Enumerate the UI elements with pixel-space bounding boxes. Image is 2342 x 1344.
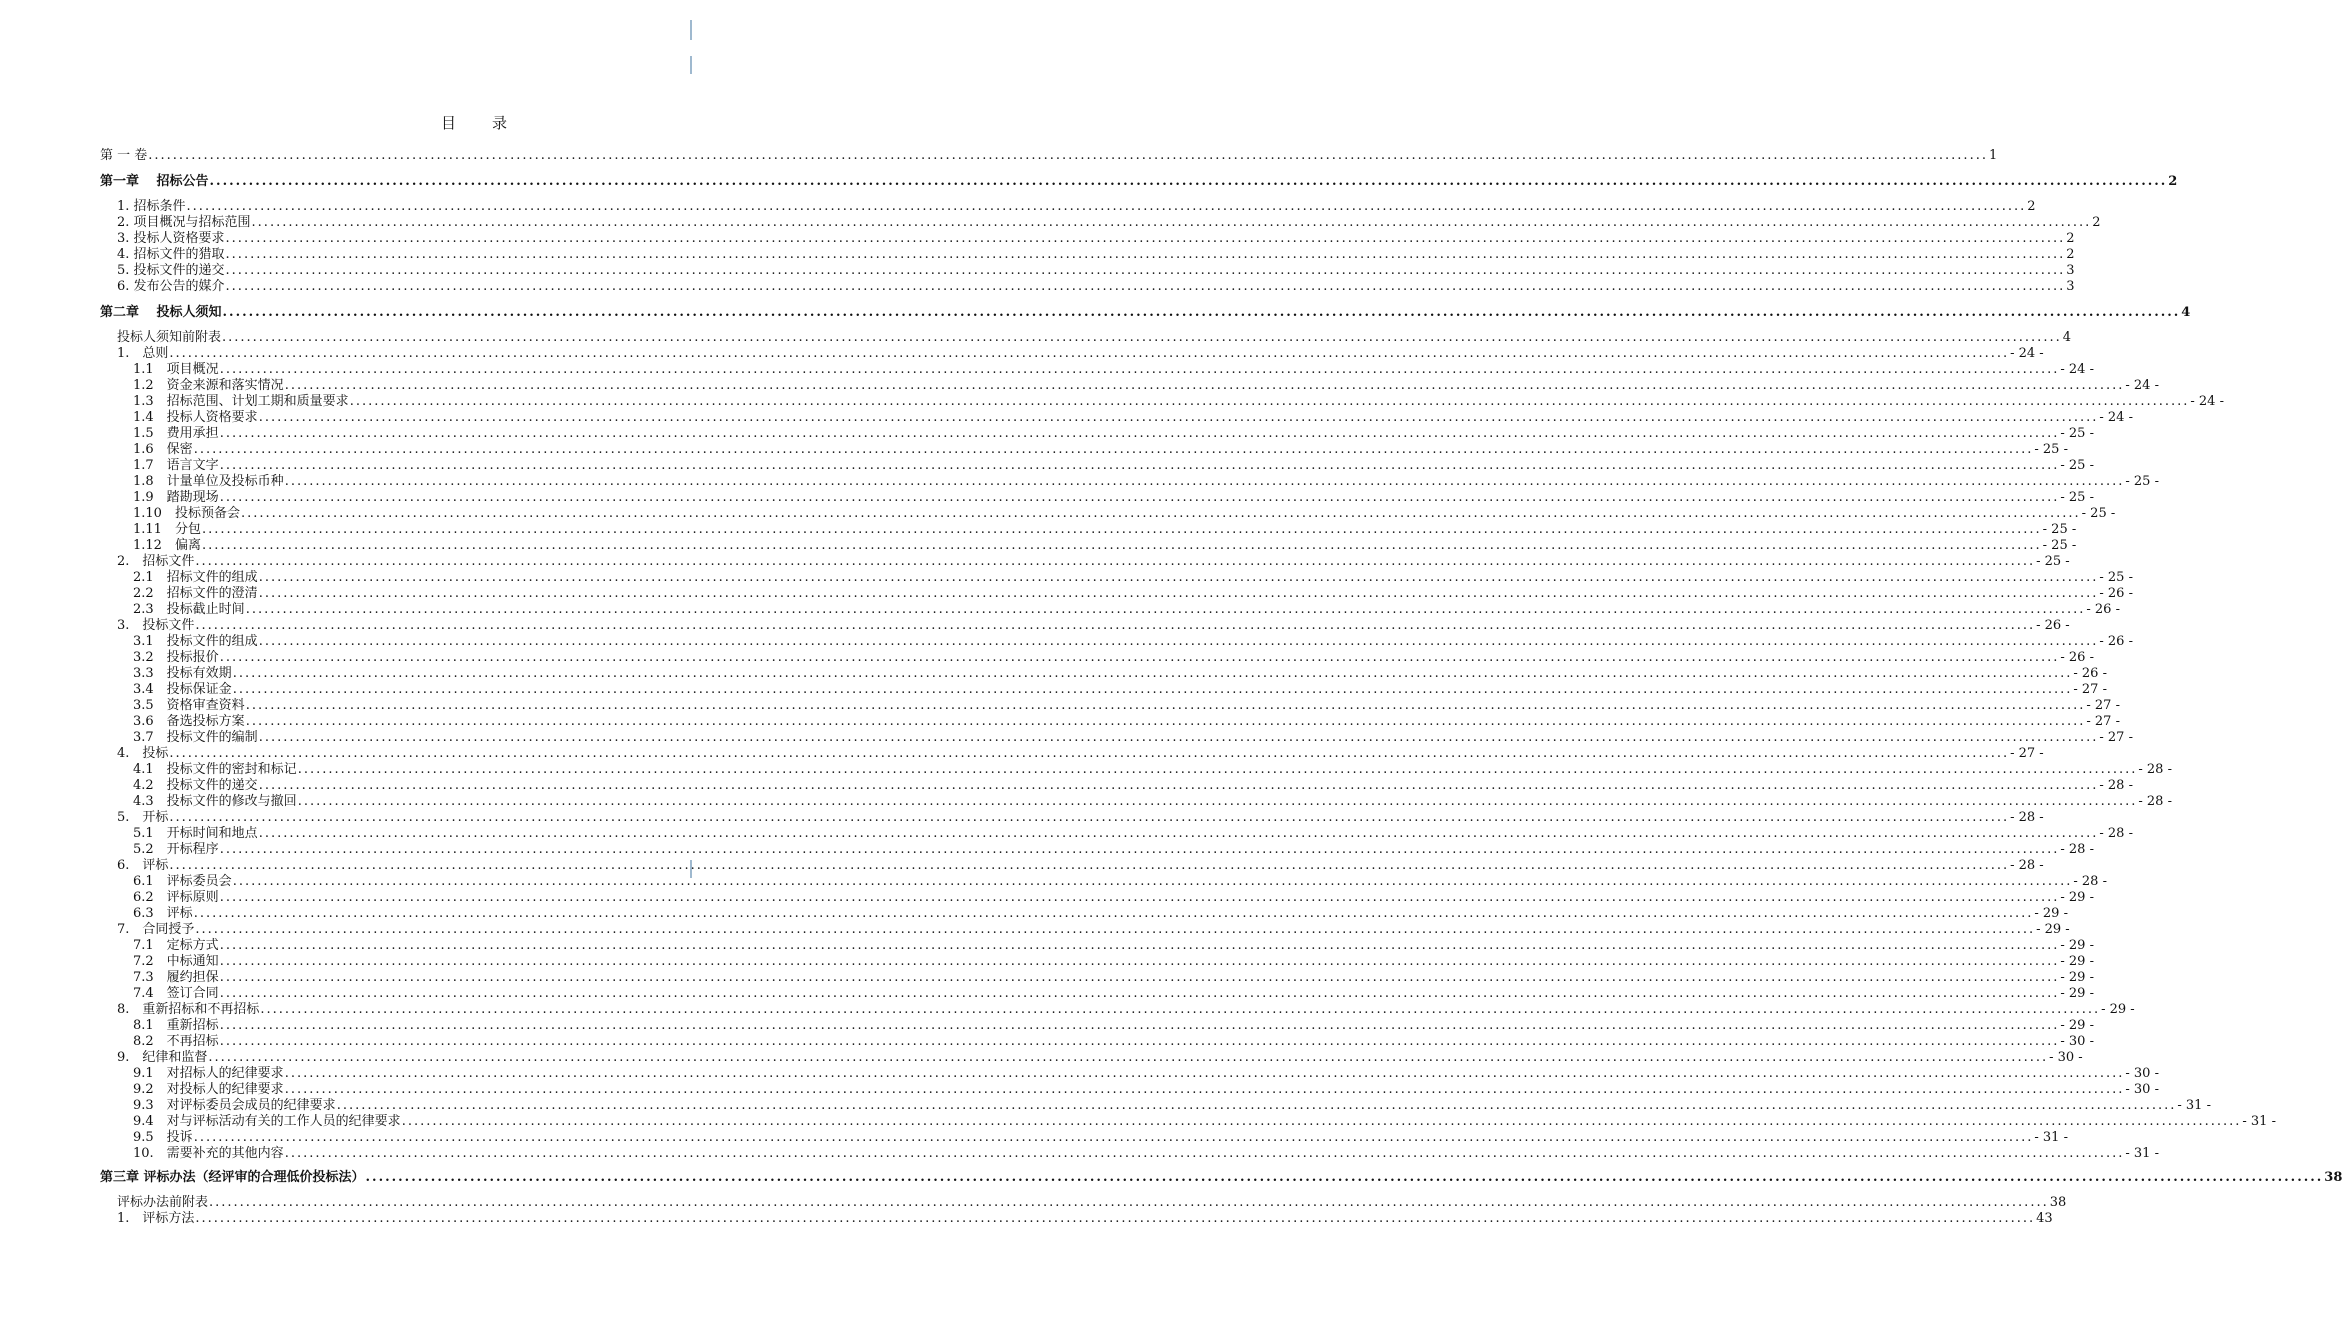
toc-entry[interactable] (117, 858, 2044, 874)
toc-entry-label: 9.4 对与评标活动有关的工作人员的纪律要求 (133, 1114, 401, 1129)
toc-leader-dots: ............................................................................................................................................................................................................................................................................................................ (195, 922, 2036, 937)
cursor-marker-top-2 (690, 56, 692, 74)
toc-entry-page: - 25 - (2042, 538, 2077, 553)
toc-entry-label: 1.9 踏勘现场 (133, 490, 219, 505)
toc-entry-label: 1.11 分包 (133, 522, 201, 537)
toc-entry-label: 评标办法前附表 (117, 1195, 209, 1210)
toc-leader-dots: ............................................................................................................................................................................................................................................................................................................ (245, 714, 2086, 729)
toc-entry-page: - 25 - (2125, 474, 2159, 489)
toc-leader-dots: ............................................................................................................................................................................................................................................................................................................ (225, 247, 2066, 262)
toc-entry-page: - 25 - (2060, 426, 2094, 441)
toc-entry-label: 1. 总则 (117, 346, 169, 361)
toc-entry-label: 6. 发布公告的媒介 (117, 279, 225, 294)
toc-entry-page: - 29 - (2060, 890, 2094, 905)
toc-leader-dots: ............................................................................................................................................................................................................................................................................................................ (258, 730, 2099, 745)
toc-entry-page: - 29 - (2036, 922, 2070, 937)
toc-entry[interactable] (117, 746, 2044, 762)
toc-leader-dots: ............................................................................................................................................................................................................................................................................................................ (209, 1195, 2049, 1210)
toc-leader-dots: ............................................................................................................................................................................................................................................................................................................ (297, 762, 2138, 777)
toc-entry-page: 3 (2066, 279, 2075, 294)
toc-entry[interactable] (133, 826, 2133, 842)
toc-entry[interactable] (133, 602, 2120, 618)
toc-entry-page: - 28 - (2010, 810, 2044, 825)
toc-entry[interactable] (133, 458, 2094, 474)
toc-leader-dots: ............................................................................................................................................................................................................................................................................................................ (222, 330, 2062, 345)
toc-entry[interactable] (117, 215, 2101, 231)
toc-entry-page: - 27 - (2010, 746, 2044, 761)
toc-leader-dots: ............................................................................................................................................................................................................................................................................................................ (401, 1114, 2242, 1129)
toc-leader-dots: ............................................................................................................................................................................................................................................................................................................ (219, 362, 2060, 377)
toc-leader-dots: ............................................................................................................................................................................................................................................................................................................ (258, 410, 2099, 425)
toc-entry-label: 第二章 投标人须知 (100, 305, 222, 320)
toc-entry[interactable] (133, 634, 2133, 650)
toc-entry-label: 8. 重新招标和不再招标 (117, 1002, 260, 1017)
toc-entry-page: 38 (2324, 1170, 2342, 1185)
toc-entry[interactable] (133, 1146, 2159, 1162)
toc-entry[interactable] (100, 305, 2191, 321)
toc-entry[interactable] (117, 263, 2075, 279)
toc-entry-page: - 29 - (2101, 1002, 2135, 1017)
toc-entry-label: 4. 投标 (117, 746, 169, 761)
toc-entry-label: 5. 投标文件的递交 (117, 263, 225, 278)
toc-entry-page: - 25 - (2042, 522, 2077, 537)
toc-entry-page: 38 (2049, 1195, 2067, 1210)
toc-entry-page: 3 (2066, 263, 2075, 278)
toc-entry-page: 2 (2168, 174, 2178, 189)
toc-entry-label: 2.1 招标文件的组成 (133, 570, 258, 585)
toc-entry[interactable] (133, 378, 2159, 394)
toc-leader-dots: ............................................................................................................................................................................................................................................................................................................ (245, 698, 2086, 713)
toc-entry-label: 3. 投标人资格要求 (117, 231, 225, 246)
toc-leader-dots: ............................................................................................................................................................................................................................................................................................................ (245, 602, 2086, 617)
toc-leader-dots: ............................................................................................................................................................................................................................................................................................................ (251, 215, 2092, 230)
toc-entry-page: 4 (2062, 330, 2071, 345)
toc-entry[interactable] (117, 279, 2075, 295)
toc-entry[interactable] (133, 490, 2094, 506)
toc-entry-label: 2. 项目概况与招标范围 (117, 215, 251, 230)
toc-entry-page: - 29 - (2060, 986, 2094, 1001)
toc-entry-label: 3.5 资格审查资料 (133, 698, 245, 713)
toc-entry-page: 43 (2036, 1211, 2053, 1226)
toc-entry-label: 第三章 评标办法（经评审的合理低价投标法） (100, 1170, 365, 1185)
toc-leader-dots: ............................................................................................................................................................................................................................................................................................................ (169, 746, 2010, 761)
toc-entry[interactable] (133, 1130, 2068, 1146)
page-title: 目 录 (440, 114, 509, 132)
toc-entry-label: 3.1 投标文件的组成 (133, 634, 258, 649)
toc-entry-page: - 28 - (2138, 794, 2172, 809)
toc-entry-page: - 29 - (2060, 970, 2094, 985)
toc-entry[interactable] (133, 1066, 2159, 1082)
toc-entry[interactable] (133, 682, 2107, 698)
toc-entry-label: 1.1 项目概况 (133, 362, 219, 377)
toc-entry-label: 4.1 投标文件的密封和标记 (133, 762, 297, 777)
toc-leader-dots: ............................................................................................................................................................................................................................................................................................................ (225, 231, 2066, 246)
toc-leader-dots: ............................................................................................................................................................................................................................................................................................................ (232, 874, 2073, 889)
toc-leader-dots: ............................................................................................................................................................................................................................................................................................................ (219, 458, 2060, 473)
toc-leader-dots: ............................................................................................................................................................................................................................................................................................................ (208, 1050, 2049, 1065)
toc-entry[interactable] (100, 174, 2178, 190)
toc-leader-dots: ............................................................................................................................................................................................................................................................................................................ (219, 954, 2060, 969)
toc-entry-label: 2. 招标文件 (117, 554, 195, 569)
toc-entry-page: - 27 - (2086, 714, 2120, 729)
toc-entry-label: 9.2 对投标人的纪律要求 (133, 1082, 284, 1097)
toc-entry[interactable] (117, 1195, 2067, 1211)
toc-entry-page: - 25 - (2099, 570, 2133, 585)
toc-leader-dots: ............................................................................................................................................................................................................................................................................................................ (365, 1170, 2324, 1185)
toc-entry-page: - 25 - (2060, 490, 2094, 505)
toc-entry[interactable] (133, 506, 2116, 522)
toc-leader-dots: ............................................................................................................................................................................................................................................................................................................ (258, 826, 2099, 841)
toc-entry-label: 3.3 投标有效期 (133, 666, 232, 681)
toc-entry[interactable] (133, 394, 2224, 410)
toc-entry-page: - 25 - (2036, 554, 2070, 569)
toc-leader-dots: ............................................................................................................................................................................................................................................................................................................ (284, 1066, 2125, 1081)
toc-leader-dots: ............................................................................................................................................................................................................................................................................................................ (284, 474, 2125, 489)
toc-entry[interactable] (117, 1211, 2053, 1227)
toc-entry-page: - 24 - (2060, 362, 2094, 377)
toc-entry-label: 5.2 开标程序 (133, 842, 219, 857)
toc-entry[interactable] (133, 1082, 2159, 1098)
toc-entry[interactable] (133, 842, 2094, 858)
toc-leader-dots: ............................................................................................................................................................................................................................................................................................................ (209, 174, 2168, 189)
toc-entry-page: - 29 - (2060, 1018, 2094, 1033)
toc-entry[interactable] (133, 1018, 2094, 1034)
toc-entry-label: 1.8 计量单位及投标币种 (133, 474, 284, 489)
toc-leader-dots: ............................................................................................................................................................................................................................................................................................................ (219, 490, 2060, 505)
toc-entry-label: 4. 招标文件的猎取 (117, 247, 225, 262)
toc-entry[interactable] (133, 442, 2068, 458)
toc-entry-label: 1. 评标方法 (117, 1211, 195, 1226)
toc-leader-dots: ............................................................................................................................................................................................................................................................................................................ (186, 199, 2027, 214)
toc-entry[interactable] (117, 247, 2075, 263)
toc-entry-page: - 30 - (2049, 1050, 2083, 1065)
toc-entry-label: 6.3 评标 (133, 906, 193, 921)
toc-entry[interactable] (133, 1034, 2094, 1050)
toc-entry-label: 6.2 评标原则 (133, 890, 219, 905)
toc-entry-label: 1.4 投标人资格要求 (133, 410, 258, 425)
toc-entry-page: - 26 - (2036, 618, 2070, 633)
toc-leader-dots: ............................................................................................................................................................................................................................................................................................................ (258, 778, 2099, 793)
toc-entry[interactable] (117, 618, 2070, 634)
toc-leader-dots: ............................................................................................................................................................................................................................................................................................................ (219, 970, 2060, 985)
toc-entry-page: - 25 - (2060, 458, 2094, 473)
toc-leader-dots: ............................................................................................................................................................................................................................................................................................................ (260, 1002, 2101, 1017)
toc-entry[interactable] (133, 698, 2120, 714)
toc-entry-page: - 26 - (2060, 650, 2094, 665)
toc-leader-dots: ............................................................................................................................................................................................................................................................................................................ (193, 442, 2034, 457)
toc-entry-page: - 25 - (2034, 442, 2068, 457)
toc-entry[interactable] (133, 538, 2077, 554)
toc-entry-page: - 31 - (2242, 1114, 2276, 1129)
toc-entry-page: 1 (1988, 148, 1998, 163)
toc-entry[interactable] (133, 986, 2094, 1002)
toc-entry[interactable] (133, 906, 2068, 922)
toc-entry-label: 3.6 备选投标方案 (133, 714, 245, 729)
toc-entry[interactable] (133, 666, 2107, 682)
toc-entry[interactable] (133, 730, 2133, 746)
toc-entry-page: 2 (2066, 231, 2075, 246)
toc-leader-dots: ............................................................................................................................................................................................................................................................................................................ (195, 618, 2036, 633)
toc-entry-page: - 31 - (2125, 1146, 2159, 1161)
toc-leader-dots: ............................................................................................................................................................................................................................................................................................................ (195, 554, 2036, 569)
toc-entry-page: 2 (2066, 247, 2075, 262)
toc-entry-label: 第一章 招标公告 (100, 174, 209, 189)
toc-entry-page: - 28 - (2138, 762, 2172, 777)
toc-entry-page: - 26 - (2099, 586, 2133, 601)
toc-leader-dots: ............................................................................................................................................................................................................................................................................................................ (284, 1146, 2125, 1161)
toc-entry[interactable] (117, 231, 2075, 247)
toc-leader-dots: ............................................................................................................................................................................................................................................................................................................ (240, 506, 2081, 521)
toc-entry-page: - 24 - (2099, 410, 2133, 425)
toc-entry-page: - 29 - (2060, 938, 2094, 953)
toc-entry[interactable] (133, 570, 2133, 586)
toc-entry-label: 8.2 不再招标 (133, 1034, 219, 1049)
toc-entry[interactable] (100, 148, 1998, 164)
toc-entry-page: - 28 - (2099, 778, 2133, 793)
toc-entry-label: 6.1 评标委员会 (133, 874, 232, 889)
toc-entry-label: 7.2 中标通知 (133, 954, 219, 969)
toc-entry-label: 1.2 资金来源和落实情况 (133, 378, 284, 393)
toc-leader-dots: ............................................................................................................................................................................................................................................................................................................ (258, 634, 2099, 649)
toc-entry-label: 7.3 履约担保 (133, 970, 219, 985)
cursor-marker-top (690, 20, 692, 40)
toc-leader-dots: ............................................................................................................................................................................................................................................................................................................ (349, 394, 2190, 409)
toc-entry-label: 5. 开标 (117, 810, 169, 825)
toc-entry-label: 3.4 投标保证金 (133, 682, 232, 697)
toc-leader-dots: ............................................................................................................................................................................................................................................................................................................ (219, 1034, 2060, 1049)
toc-entry-page: - 27 - (2073, 682, 2107, 697)
toc-entry-label: 1.3 招标范围、计划工期和质量要求 (133, 394, 349, 409)
toc-entry-label: 10. 需要补充的其他内容 (133, 1146, 284, 1161)
toc-entry-label: 7.4 签订合同 (133, 986, 219, 1001)
toc-leader-dots: ............................................................................................................................................................................................................................................................................................................ (219, 426, 2060, 441)
toc-leader-dots: ............................................................................................................................................................................................................................................................................................................ (297, 794, 2138, 809)
toc-entry-page: - 26 - (2099, 634, 2133, 649)
toc-entry-label: 8.1 重新招标 (133, 1018, 219, 1033)
toc-leader-dots: ............................................................................................................................................................................................................................................................................................................ (169, 810, 2010, 825)
toc-entry-page: 4 (2181, 305, 2191, 320)
toc-entry[interactable] (133, 410, 2133, 426)
toc-entry-label: 9.3 对评标委员会成员的纪律要求 (133, 1098, 336, 1113)
toc-leader-dots: ............................................................................................................................................................................................................................................................................................................ (219, 986, 2060, 1001)
toc-entry[interactable] (133, 1098, 2211, 1114)
toc-leader-dots: ............................................................................................................................................................................................................................................................................................................ (201, 522, 2042, 537)
toc-entry[interactable] (133, 1114, 2276, 1130)
toc-entry-label: 4.2 投标文件的递交 (133, 778, 258, 793)
toc-entry-page: - 26 - (2086, 602, 2120, 617)
toc-entry-page: - 30 - (2125, 1066, 2159, 1081)
toc-entry-page: - 28 - (2073, 874, 2107, 889)
toc-leader-dots: ............................................................................................................................................................................................................................................................................................................ (148, 148, 1988, 163)
toc-leader-dots: ............................................................................................................................................................................................................................................................................................................ (232, 682, 2073, 697)
toc-entry[interactable] (117, 199, 2036, 215)
toc-entry[interactable] (133, 650, 2094, 666)
toc-entry[interactable] (133, 714, 2120, 730)
toc-entry[interactable] (133, 522, 2077, 538)
toc-leader-dots: ............................................................................................................................................................................................................................................................................................................ (336, 1098, 2177, 1113)
toc-entry[interactable] (133, 938, 2094, 954)
toc-entry-label: 2.3 投标截止时间 (133, 602, 245, 617)
toc-entry[interactable] (117, 330, 2071, 346)
toc-leader-dots: ............................................................................................................................................................................................................................................................................................................ (225, 279, 2066, 294)
toc-leader-dots: ............................................................................................................................................................................................................................................................................................................ (222, 305, 2181, 320)
toc-leader-dots: ............................................................................................................................................................................................................................................................................................................ (195, 1211, 2036, 1226)
toc-entry-label: 1.10 投标预备会 (133, 506, 240, 521)
toc-entry-label: 7. 合同授予 (117, 922, 195, 937)
toc-entry-label: 投标人须知前附表 (117, 330, 222, 345)
toc-leader-dots: ............................................................................................................................................................................................................................................................................................................ (169, 346, 2010, 361)
toc-leader-dots: ............................................................................................................................................................................................................................................................................................................ (219, 650, 2060, 665)
toc-entry-label: 9.1 对招标人的纪律要求 (133, 1066, 284, 1081)
toc-entry-label: 9. 纪律和监督 (117, 1050, 208, 1065)
toc-entry-page: - 24 - (2010, 346, 2044, 361)
toc-entry[interactable] (133, 762, 2172, 778)
toc-leader-dots: ............................................................................................................................................................................................................................................................................................................ (201, 538, 2042, 553)
toc-leader-dots: ............................................................................................................................................................................................................................................................................................................ (219, 890, 2060, 905)
toc-leader-dots: ............................................................................................................................................................................................................................................................................................................ (258, 586, 2099, 601)
toc-entry-page: - 31 - (2034, 1130, 2068, 1145)
toc-entry[interactable] (117, 810, 2044, 826)
toc-entry-label: 1.6 保密 (133, 442, 193, 457)
toc-entry[interactable] (117, 922, 2070, 938)
toc-entry-label: 5.1 开标时间和地点 (133, 826, 258, 841)
toc-entry[interactable] (133, 778, 2133, 794)
toc-leader-dots: ............................................................................................................................................................................................................................................................................................................ (219, 842, 2060, 857)
toc-entry-page: - 29 - (2060, 954, 2094, 969)
toc-entry-page: - 30 - (2060, 1034, 2094, 1049)
toc-entry[interactable] (133, 794, 2172, 810)
toc-entry-page: - 24 - (2125, 378, 2159, 393)
toc-leader-dots: ............................................................................................................................................................................................................................................................................................................ (284, 378, 2125, 393)
toc-entry-page: - 27 - (2099, 730, 2133, 745)
toc-entry-label: 3.2 投标报价 (133, 650, 219, 665)
toc-entry[interactable] (133, 426, 2094, 442)
toc-entry-page: - 31 - (2177, 1098, 2211, 1113)
toc-entry-page: - 28 - (2099, 826, 2133, 841)
toc-entry-label: 3. 投标文件 (117, 618, 195, 633)
toc-entry-page: 2 (2092, 215, 2101, 230)
toc-entry[interactable] (133, 970, 2094, 986)
toc-entry-label: 1. 招标条件 (117, 199, 186, 214)
toc-entry-label: 9.5 投诉 (133, 1130, 193, 1145)
toc-entry[interactable] (133, 890, 2094, 906)
toc-entry[interactable] (133, 586, 2133, 602)
toc-leader-dots: ............................................................................................................................................................................................................................................................................................................ (219, 938, 2060, 953)
toc-entry[interactable] (133, 362, 2094, 378)
toc-entry-label: 7.1 定标方式 (133, 938, 219, 953)
toc-entry-page: - 29 - (2034, 906, 2068, 921)
toc-entry-label: 2.2 招标文件的澄清 (133, 586, 258, 601)
toc-leader-dots: ............................................................................................................................................................................................................................................................................................................ (193, 1130, 2034, 1145)
toc-entry[interactable] (133, 474, 2159, 490)
toc-entry[interactable] (117, 346, 2044, 362)
toc-leader-dots: ............................................................................................................................................................................................................................................................................................................ (232, 666, 2073, 681)
toc-entry-label: 6. 评标 (117, 858, 169, 873)
toc-entry-page: - 30 - (2125, 1082, 2159, 1097)
toc-entry[interactable] (133, 874, 2107, 890)
toc-leader-dots: ............................................................................................................................................................................................................................................................................................................ (225, 263, 2066, 278)
toc-leader-dots: ............................................................................................................................................................................................................................................................................................................ (284, 1082, 2125, 1097)
toc-entry-page: - 28 - (2060, 842, 2094, 857)
toc-entry[interactable] (117, 554, 2070, 570)
toc-entry-label: 第 一 卷 (100, 148, 148, 163)
toc-entry-page: - 26 - (2073, 666, 2107, 681)
toc-entry-label: 4.3 投标文件的修改与撤回 (133, 794, 297, 809)
toc-entry-label: 1.12 偏离 (133, 538, 201, 553)
toc-entry-page: - 24 - (2190, 394, 2224, 409)
toc-leader-dots: ............................................................................................................................................................................................................................................................................................................ (193, 906, 2034, 921)
toc-entry-page: 2 (2027, 199, 2036, 214)
toc-entry[interactable] (133, 954, 2094, 970)
toc-entry[interactable] (117, 1002, 2135, 1018)
toc-entry[interactable] (117, 1050, 2083, 1066)
toc-entry-page: - 25 - (2081, 506, 2116, 521)
toc-leader-dots: ............................................................................................................................................................................................................................................................................................................ (258, 570, 2099, 585)
toc-entry-label: 3.7 投标文件的编制 (133, 730, 258, 745)
toc-entry-label: 1.7 语言文字 (133, 458, 219, 473)
toc-entry-label: 1.5 费用承担 (133, 426, 219, 441)
toc-entry-page: - 28 - (2010, 858, 2044, 873)
toc-entry[interactable] (100, 1170, 2342, 1186)
toc-leader-dots: ............................................................................................................................................................................................................................................................................................................ (169, 858, 2010, 873)
toc-leader-dots: ............................................................................................................................................................................................................................................................................................................ (219, 1018, 2060, 1033)
toc-entry-page: - 27 - (2086, 698, 2120, 713)
